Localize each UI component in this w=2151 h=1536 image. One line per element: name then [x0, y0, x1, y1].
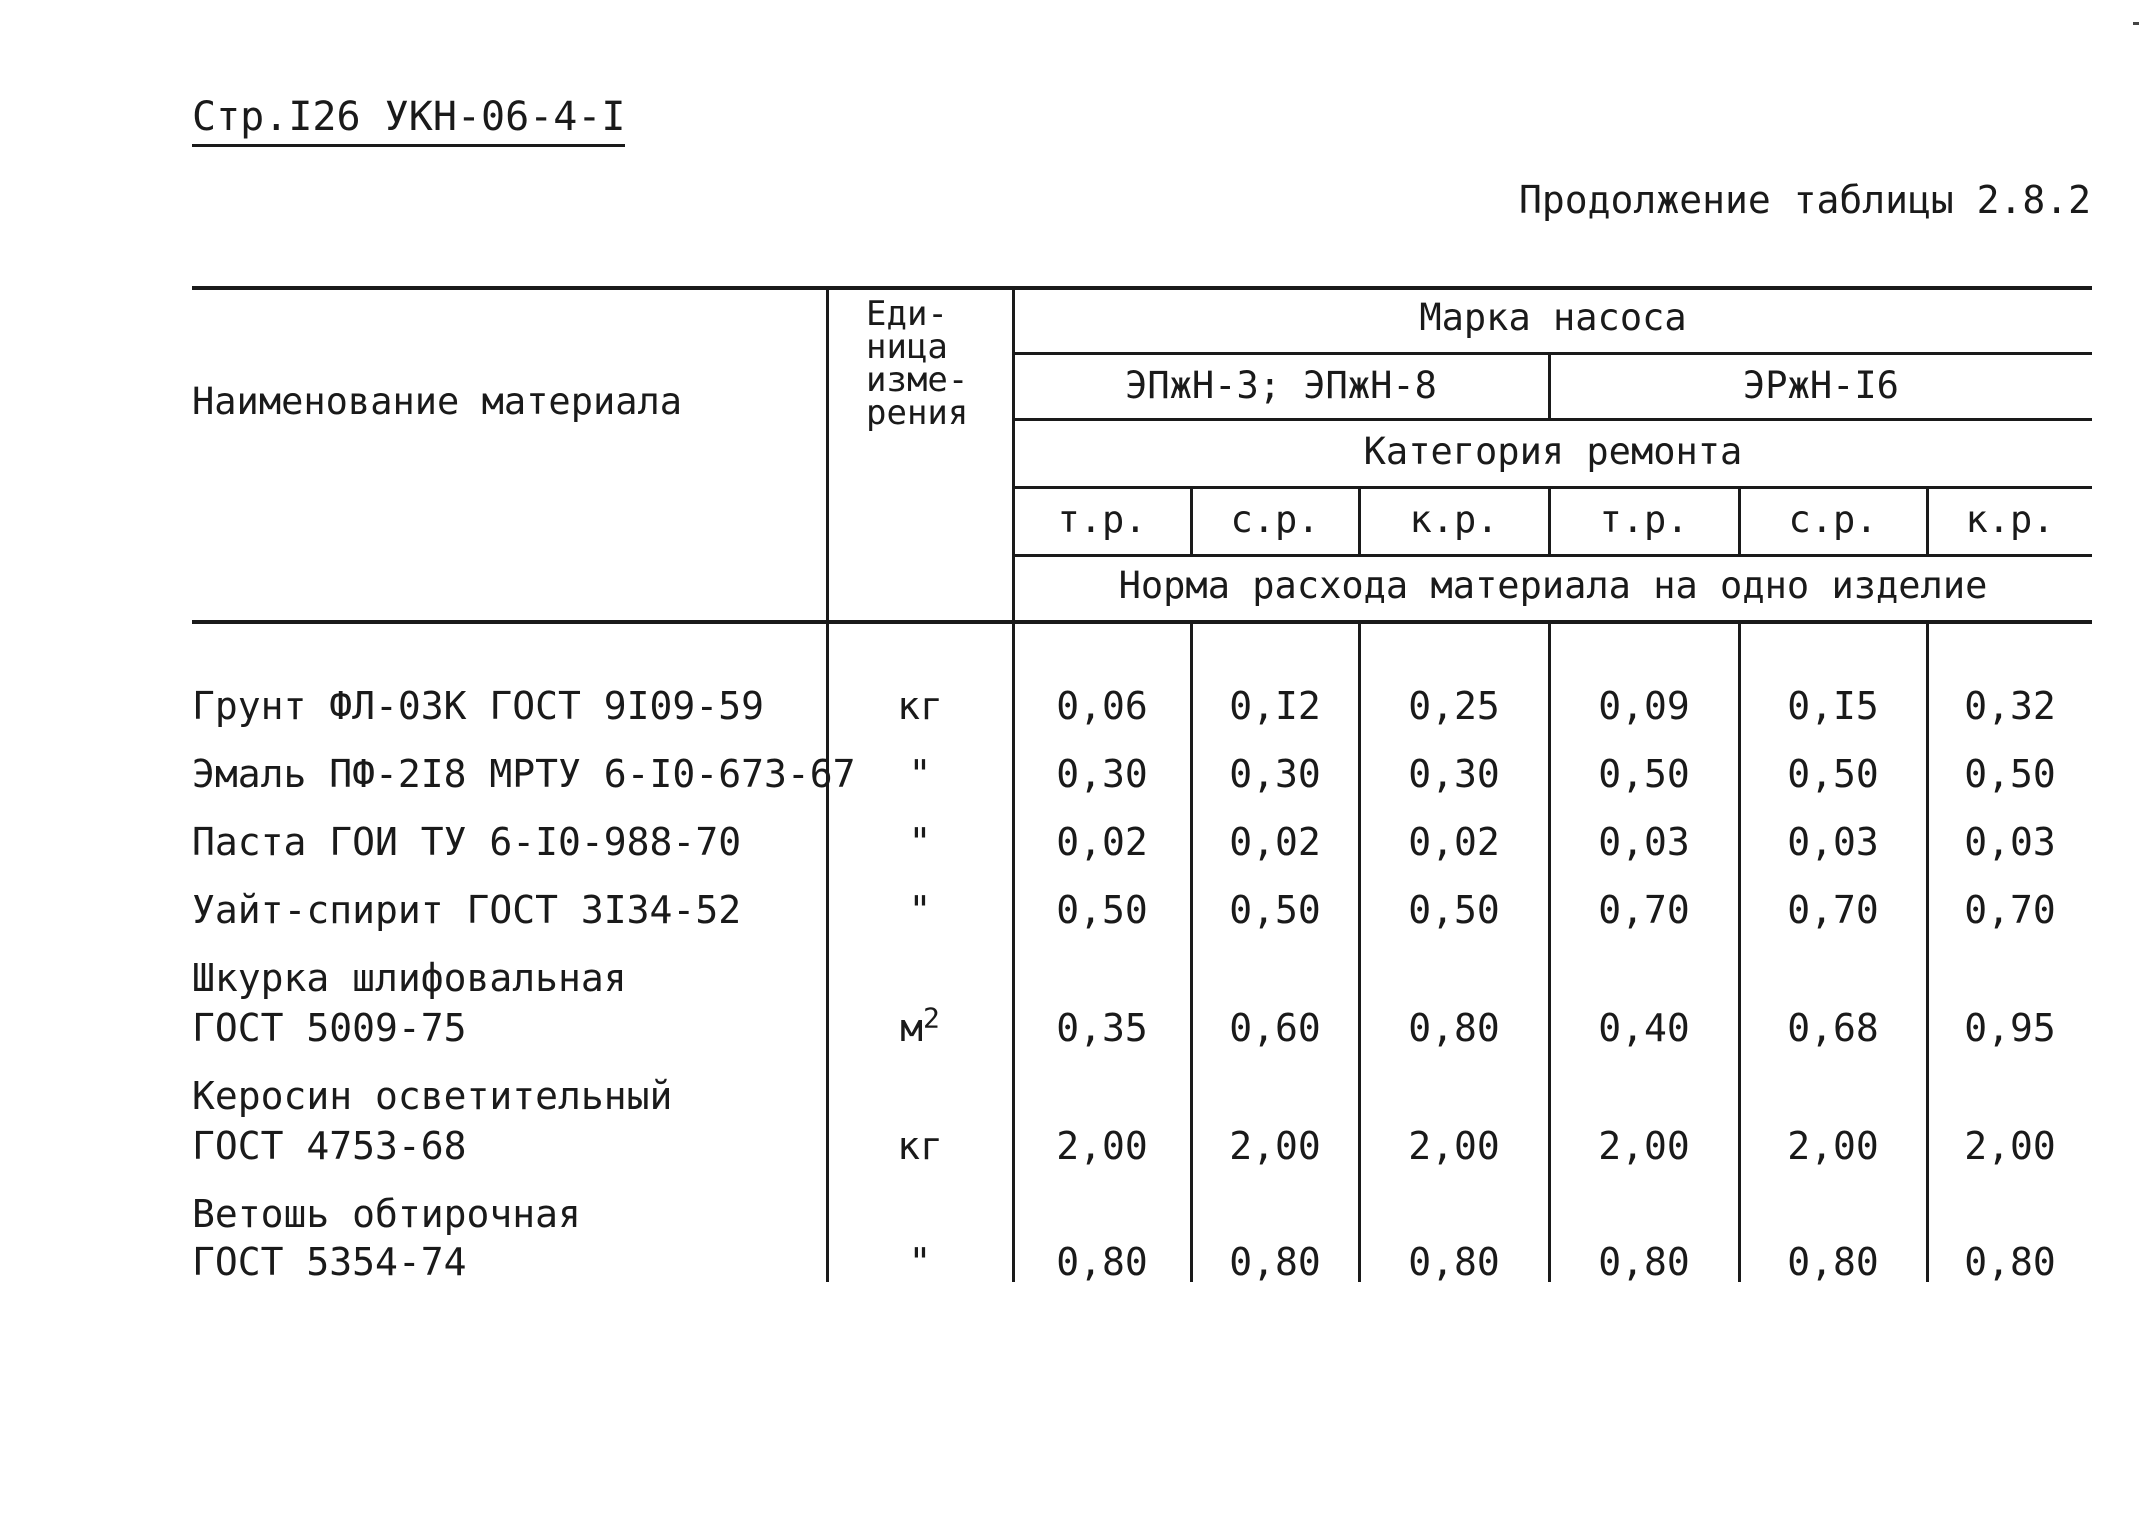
rule-under-pump-brand	[1014, 352, 2092, 355]
value-cell: 0,02	[1229, 820, 1321, 864]
value-cell: 0,80	[1787, 1240, 1879, 1284]
rule-under-repair-types	[1014, 554, 2092, 557]
material-name: Эмаль ПФ-2I8 МРТУ 6-I0-673-67	[192, 752, 856, 796]
unit-base: м	[900, 1006, 924, 1050]
material-name-standard: ГОСТ 5354-74	[192, 1240, 467, 1284]
table-continuation-label: Продолжение таблицы 2.8.2	[1519, 178, 2091, 222]
table-top-rule	[192, 286, 2092, 290]
header-pump-brand: Марка насоса	[1419, 296, 1687, 339]
value-cell: 2,00	[1598, 1124, 1690, 1168]
material-unit: кг	[897, 684, 943, 728]
value-cell: 0,68	[1787, 1006, 1879, 1050]
value-cell: 2,00	[1964, 1124, 2056, 1168]
value-cell: 0,03	[1787, 820, 1879, 864]
material-unit: "	[908, 1240, 932, 1284]
value-cell: 0,35	[1056, 1006, 1148, 1050]
value-cell: 2,00	[1787, 1124, 1879, 1168]
value-cell: 2,00	[1056, 1124, 1148, 1168]
value-cell: 0,80	[1964, 1240, 2056, 1284]
value-cell: 0,03	[1964, 820, 2056, 864]
header-pump-group-1: ЭПжН-3; ЭПжН-8	[1125, 364, 1437, 407]
value-cell: 0,80	[1408, 1240, 1500, 1284]
value-cell: 2,00	[1408, 1124, 1500, 1168]
value-cell: 0,09	[1598, 684, 1690, 728]
value-cell: 2,00	[1229, 1124, 1321, 1168]
value-cell: 0,95	[1964, 1006, 2056, 1050]
value-cell: 0,80	[1408, 1006, 1500, 1050]
value-cell: 0,03	[1598, 820, 1690, 864]
value-cell: 0,50	[1056, 888, 1148, 932]
material-unit: кг	[897, 1124, 943, 1168]
header-pump-group-2: ЭРжН-I6	[1743, 364, 1899, 407]
header-norm: Норма расхода материала на одно изделие	[1118, 564, 1988, 607]
value-cell: 0,70	[1964, 888, 2056, 932]
value-cell: 0,30	[1056, 752, 1148, 796]
table-header-bottom-rule	[192, 620, 2092, 624]
header-repair-category: Категория ремонта	[1363, 430, 1743, 473]
material-name: Грунт ФЛ-03К ГОСТ 9I09-59	[192, 684, 764, 728]
header-repair-type: с.р.	[1230, 498, 1320, 541]
value-cell: 0,02	[1408, 820, 1500, 864]
value-cell: 0,50	[1229, 888, 1321, 932]
material-name: Шкурка шлифовальная	[192, 956, 627, 1000]
material-name-standard: ГОСТ 5009-75	[192, 1006, 467, 1050]
value-cell: 0,25	[1408, 684, 1500, 728]
material-name: Паста ГОИ ТУ 6-I0-988-70	[192, 820, 742, 864]
value-cell: 0,70	[1598, 888, 1690, 932]
value-cell: 0,30	[1229, 752, 1321, 796]
material-name: Ветошь обтирочная	[192, 1192, 581, 1236]
value-cell: 0,06	[1056, 684, 1148, 728]
value-cell: 0,I5	[1787, 684, 1879, 728]
value-cell: 0,70	[1787, 888, 1879, 932]
value-cell: 0,80	[1056, 1240, 1148, 1284]
header-unit: Еди- ница изме- рения	[866, 294, 969, 433]
rule-under-pump-groups	[1014, 418, 2092, 421]
header-material-name: Наименование материала	[192, 380, 683, 423]
material-unit: "	[908, 888, 932, 932]
header-repair-type: т.р.	[1599, 498, 1689, 541]
value-cell: 0,80	[1229, 1240, 1321, 1284]
value-cell: 0,60	[1229, 1006, 1321, 1050]
value-cell: 0,40	[1598, 1006, 1690, 1050]
header-repair-type: с.р.	[1788, 498, 1878, 541]
value-cell: 0,80	[1598, 1240, 1690, 1284]
value-cell: 0,30	[1408, 752, 1500, 796]
value-cell: 0,32	[1964, 684, 2056, 728]
value-cell: 0,I2	[1229, 684, 1321, 728]
header-repair-type: к.р.	[1965, 498, 2055, 541]
corner-mark	[2133, 22, 2139, 25]
material-unit: "	[908, 820, 932, 864]
material-unit	[828, 1001, 1012, 1050]
value-cell: 0,50	[1408, 888, 1500, 932]
header-repair-type: к.р.	[1409, 498, 1499, 541]
material-name-standard: ГОСТ 4753-68	[192, 1124, 467, 1168]
rule-under-repair-category	[1014, 486, 2092, 489]
value-cell: 0,50	[1787, 752, 1879, 796]
unit-superscript: 2	[923, 1001, 940, 1035]
material-name: Уайт-спирит ГОСТ 3I34-52	[192, 888, 742, 932]
material-name: Керосин осветительный	[192, 1074, 673, 1118]
page-reference: Стр.I26 УКН-06-4-I	[192, 92, 625, 147]
value-cell: 0,50	[1598, 752, 1690, 796]
value-cell: 0,02	[1056, 820, 1148, 864]
material-unit: "	[908, 752, 932, 796]
header-repair-type: т.р.	[1057, 498, 1147, 541]
value-cell: 0,50	[1964, 752, 2056, 796]
